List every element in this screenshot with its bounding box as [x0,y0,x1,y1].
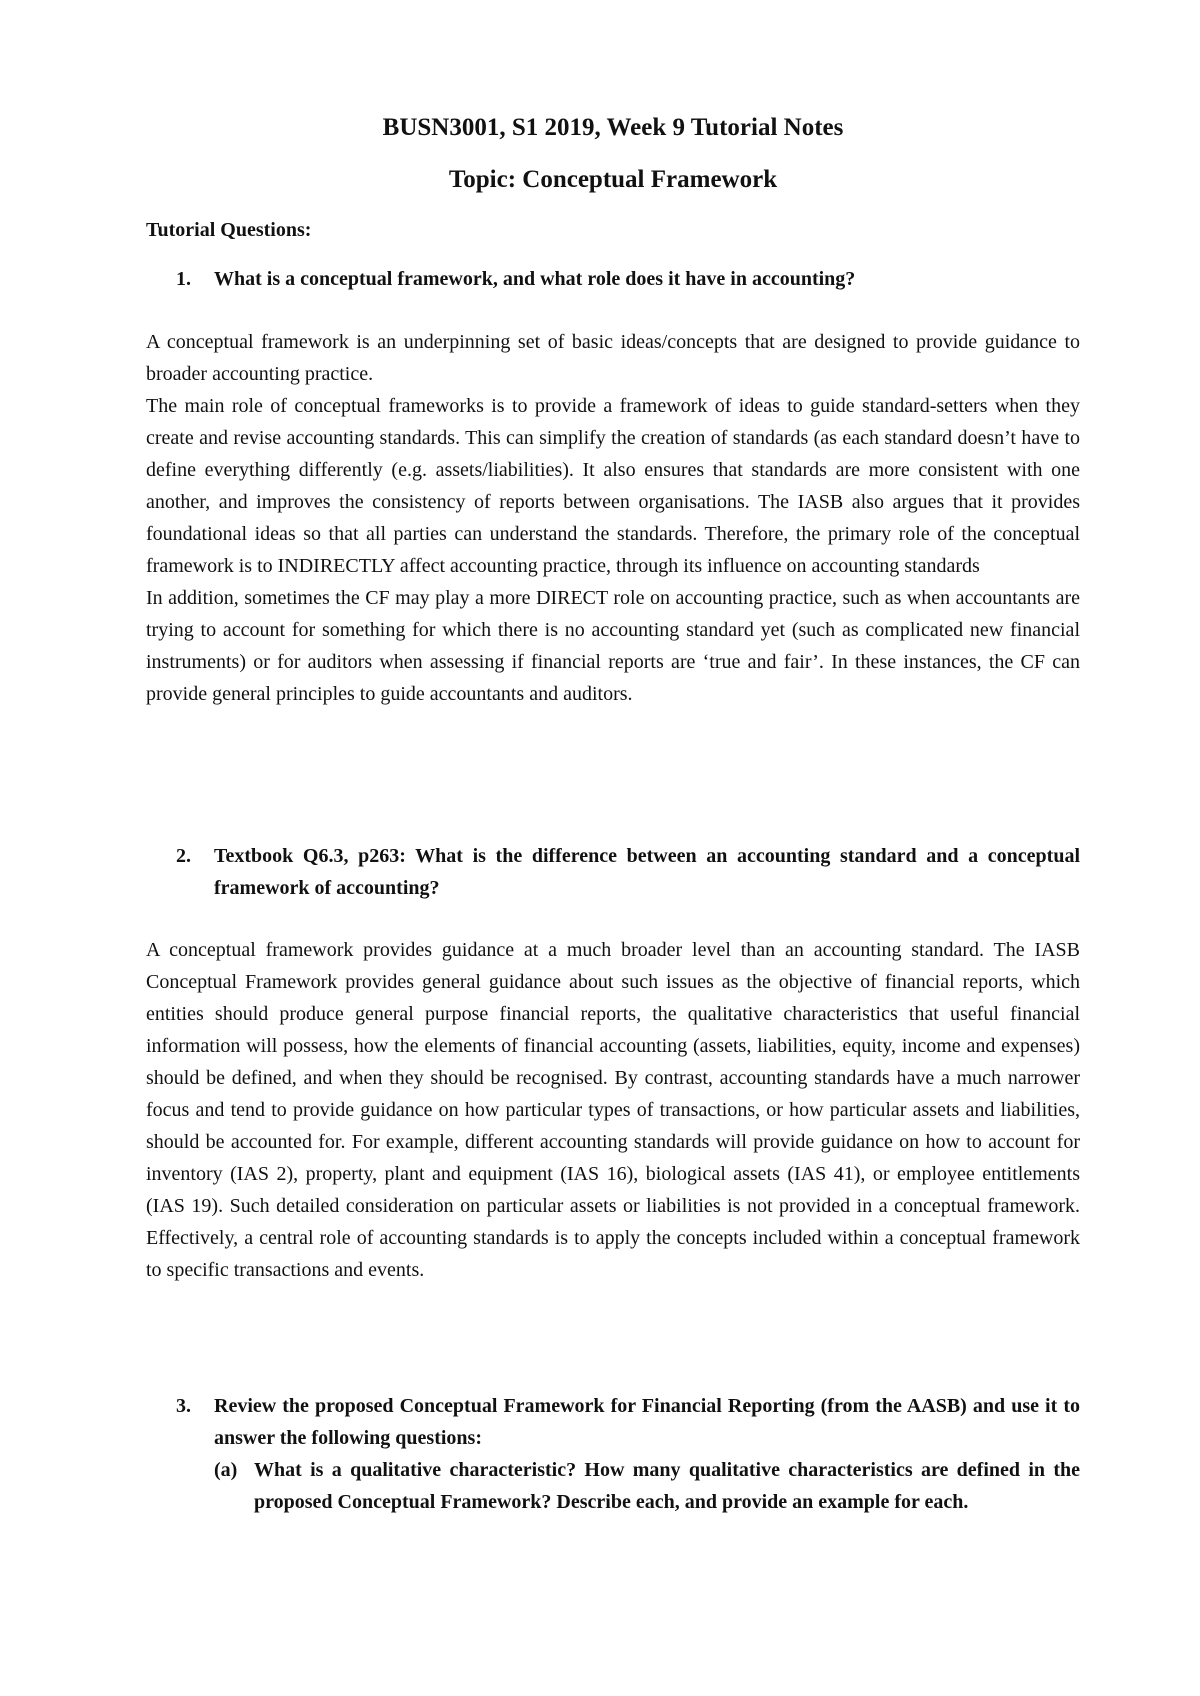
question-text: Review the proposed Conceptual Framework for Financial Reporting (from the AASB) and use it to answer the following questions: [214,1395,1080,1449]
section-label: Tutorial Questions: [146,219,312,241]
question-number: 3. [176,1395,191,1417]
question-2 [176,840,1080,904]
answer-1 [146,326,1080,710]
document-topic: Topic: Conceptual Framework [448,166,778,193]
answer-2 [146,934,1080,1286]
question-text: Textbook Q6.3, p263: What is the difference between an accounting standard and a conceptual framework of accounting? [214,845,1080,899]
answer-paragraph: The main role of conceptual frameworks is to provide a framework of ideas to guide standard-setters when they create and revise accounting standards. This can simplify the creation of standards (as each standard doesn’t have to define everything differently (e.g. assets/liabilities). It also ensures that standards are more consistent with one another, and improves the consistency of reports between organisations. The IASB also argues that it provides foundational ideas so that all parties can understand the standards. Therefore, the primary role of the conceptual framework is to INDIRECTLY affect accounting practice, through its influence on accounting standards [146,395,1080,577]
subquestion-number: (a) [214,1459,238,1481]
question-number: 2. [176,845,191,867]
subquestion-3a [214,1454,1080,1518]
subquestion-text: What is a qualitative characteristic? How many qualitative characteristics are defined in the proposed Conceptual Framework? Describe each, and provide an example for each. [254,1459,1080,1513]
question-number: 1. [176,268,191,290]
answer-paragraph: A conceptual framework provides guidance at a much broader level than an accounting standard. The IASB Conceptual Framework provides general guidance about such issues as the objective of financial reports, which entities should produce general purpose financial reports, the qualitative characteristics that useful financial information will possess, how the elements of financial accounting (assets, liabilities, equity, income and expenses) should be defined, and when they should be recognised. By contrast, accounting standards have a much narrower focus and tend to provide guidance on how particular types of transactions, or how particular assets and liabilities, should be accounted for. For example, different accounting standards will provide guidance on how to account for inventory (IAS 2), property, plant and equipment (IAS 16), biological assets (IAS 41), or employee entitlements (IAS 19). Such detailed consideration on particular assets or liabilities is not provided in a conceptual framework. Effectively, a central role of accounting standards is to apply the concepts included within a conceptual framework to specific transactions and events. [146,939,1080,1281]
question-text: What is a conceptual framework, and what role does it have in accounting? [214,268,856,290]
answer-paragraph: In addition, sometimes the CF may play a more DIRECT role on accounting practice, such as when accountants are trying to account for something for which there is no accounting standard yet (such as complicated new financial instruments) or for auditors when assessing if financial reports are ‘true and fair’. In these instances, the CF can provide general principles to guide accountants and auditors. [146,587,1080,705]
question-3 [176,1390,1080,1454]
question-1 [176,263,1080,295]
answer-paragraph: A conceptual framework is an underpinning set of basic ideas/concepts that are designed to provide guidance to broader accounting practice. [146,331,1080,385]
document-title: BUSN3001, S1 2019, Week 9 Tutorial Notes [382,114,844,141]
